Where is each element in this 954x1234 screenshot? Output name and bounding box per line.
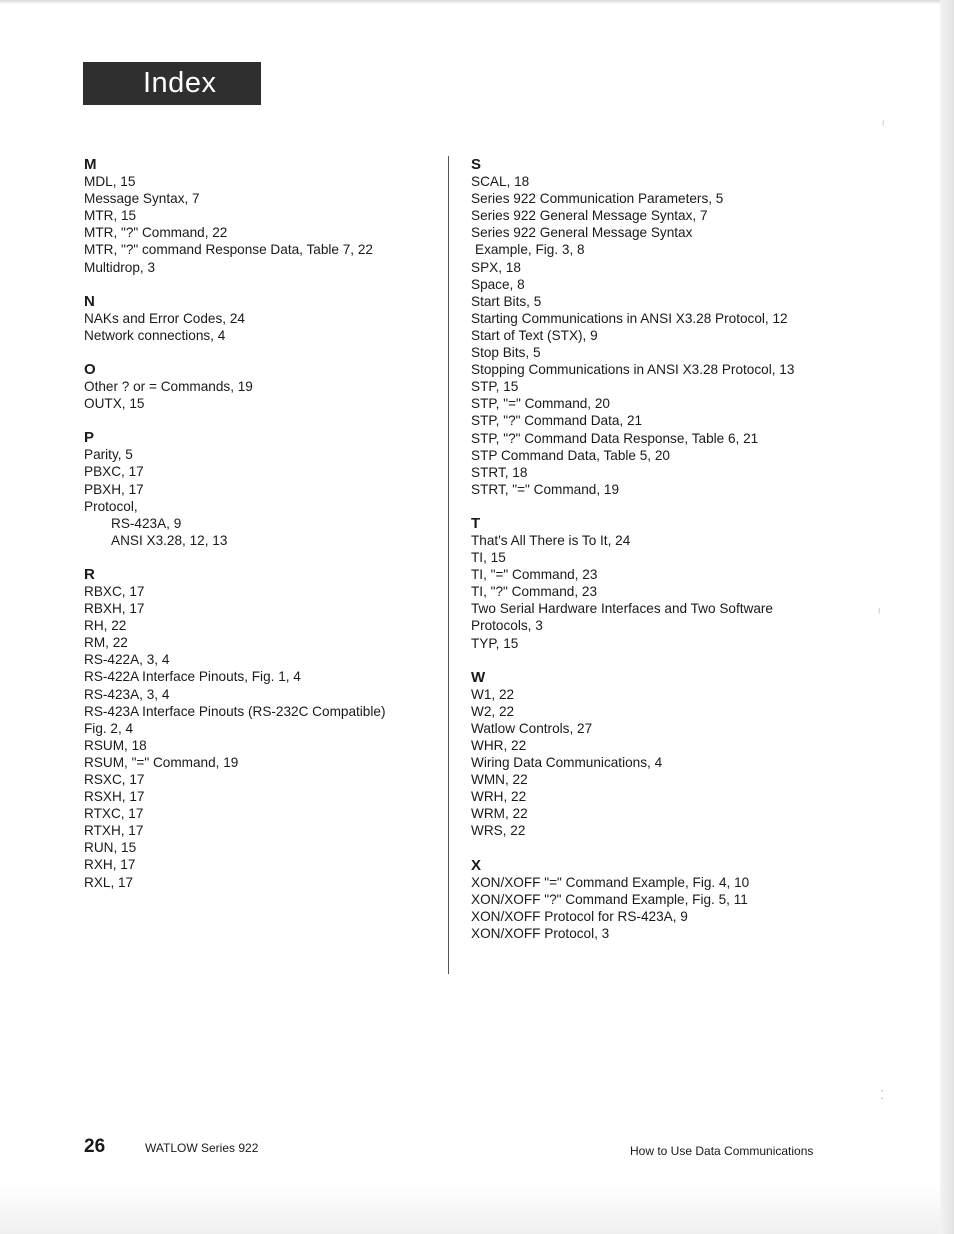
index-entry: RBXC, 17 xyxy=(84,583,145,599)
index-entry: SPX, 18 xyxy=(471,259,521,275)
index-entry: Start of Text (STX), 9 xyxy=(471,327,598,343)
footer-page-number: 26 xyxy=(84,1136,106,1157)
index-entry: TI, "?" Command, 23 xyxy=(471,584,598,600)
index-entry: TYP, 15 xyxy=(471,635,519,651)
column-divider xyxy=(448,156,449,974)
index-entry: PBXC, 17 xyxy=(84,464,144,480)
section-letter: P xyxy=(84,429,95,447)
index-entry: MTR, 15 xyxy=(84,208,137,224)
index-entry: OUTX, 15 xyxy=(84,396,145,412)
index-entry: RSXH, 17 xyxy=(84,789,145,805)
index-entry: PBXH, 17 xyxy=(84,481,144,497)
index-section-o xyxy=(84,361,424,412)
index-entry: WRH, 22 xyxy=(471,789,527,805)
index-entry: Stop Bits, 5 xyxy=(471,345,541,361)
index-entry: RUN, 15 xyxy=(84,840,137,856)
section-letter: W xyxy=(471,668,486,686)
index-entry: Network connections, 4 xyxy=(84,327,226,343)
index-entry: Message Syntax, 7 xyxy=(84,191,200,207)
index-entry: RH, 22 xyxy=(84,618,127,634)
index-entry: Watlow Controls, 27 xyxy=(471,720,593,736)
index-entry: Parity, 5 xyxy=(84,447,133,463)
index-column-left xyxy=(84,156,424,908)
scan-speck: ⁽ xyxy=(878,606,881,620)
index-entry: XON/XOFF "?" Command Example, Fig. 5, 11 xyxy=(471,891,748,907)
section-letter: M xyxy=(84,156,97,173)
index-entry: Series 922 General Message Syntax xyxy=(471,225,693,241)
index-section-m xyxy=(84,156,424,276)
index-entry: RS-423A, 9 xyxy=(111,515,182,531)
index-banner xyxy=(83,62,261,105)
page-edge-bottom xyxy=(0,1184,940,1234)
section-letter: S xyxy=(471,156,482,173)
index-entry: RXH, 17 xyxy=(84,857,136,873)
index-entry: RS-423A Interface Pinouts (RS-232C Compatible) xyxy=(84,703,386,719)
section-letter: T xyxy=(471,514,481,532)
index-section-s xyxy=(471,156,831,498)
index-entry: RSUM, 18 xyxy=(84,737,147,753)
index-entry: RSXC, 17 xyxy=(84,772,145,787)
index-entry: XON/XOFF Protocol for RS-423A, 9 xyxy=(471,908,688,924)
index-entry: RS-423A, 3, 4 xyxy=(84,686,170,702)
index-entry: RTXC, 17 xyxy=(84,806,144,822)
footer-publication: WATLOW Series 922 xyxy=(145,1141,259,1155)
index-entry: RM, 22 xyxy=(84,635,128,651)
index-entry: RXL, 17 xyxy=(84,874,134,890)
index-entry: W2, 22 xyxy=(471,703,515,719)
index-entry: STP, "?" Command Data Response, Table 6, 21 xyxy=(471,430,759,446)
index-entry: STP, "?" Command Data, 21 xyxy=(471,413,643,429)
index-entry: STP Command Data, Table 5, 20 xyxy=(471,447,670,463)
index-entry: WHR, 22 xyxy=(471,738,527,753)
index-entry: Space, 8 xyxy=(471,276,525,292)
index-entry: Starting Communications in ANSI X3.28 Protocol, 12 xyxy=(471,310,788,326)
index-entry: RSUM, "=" Command, 19 xyxy=(84,754,239,770)
index-entry: STRT, "=" Command, 19 xyxy=(471,481,620,497)
index-entry: That's All There is To It, 24 xyxy=(471,532,631,548)
index-entry: MTR, "?" Command, 22 xyxy=(84,225,228,241)
index-entry: RBXH, 17 xyxy=(84,601,145,617)
index-entry: Stopping Communications in ANSI X3.28 Protocol, 13 xyxy=(471,362,795,378)
index-column-right xyxy=(471,156,831,959)
section-letter: R xyxy=(84,565,95,583)
section-letter: X xyxy=(471,856,482,874)
index-entry: NAKs and Error Codes, 24 xyxy=(84,310,245,326)
scan-speck: ⁽ xyxy=(882,118,885,132)
index-entry: STP, "=" Command, 20 xyxy=(471,396,610,412)
page-edge-top xyxy=(0,0,940,4)
scan-speck: ⁚ xyxy=(880,1088,884,1102)
index-entry: XON/XOFF "=" Command Example, Fig. 4, 10 xyxy=(471,874,750,890)
index-entry: Other ? or = Commands, 19 xyxy=(84,379,253,395)
index-section-w xyxy=(471,669,831,840)
index-entry: Protocols, 3 xyxy=(471,618,543,634)
index-entry: STRT, 18 xyxy=(471,464,528,480)
index-entry: Wiring Data Communications, 4 xyxy=(471,755,663,771)
index-entry: Fig. 2, 4 xyxy=(84,720,134,736)
index-entry: Series 922 Communication Parameters, 5 xyxy=(471,191,724,207)
index-entry: Series 922 General Message Syntax, 7 xyxy=(471,208,708,224)
index-entry: W1, 22 xyxy=(471,686,515,702)
index-entry: RS-422A Interface Pinouts, Fig. 1, 4 xyxy=(84,669,301,685)
index-entry: SCAL, 18 xyxy=(471,174,530,190)
index-entry: RTXH, 17 xyxy=(84,823,144,839)
index-entry: Protocol, xyxy=(84,498,138,514)
index-entry: XON/XOFF Protocol, 3 xyxy=(471,925,610,941)
index-section-t xyxy=(471,515,831,652)
index-entry: MTR, "?" command Response Data, Table 7, 22 xyxy=(84,242,373,258)
index-entry: RS-422A, 3, 4 xyxy=(84,652,170,668)
page-title: Index xyxy=(143,67,217,99)
index-entry: MDL, 15 xyxy=(84,174,136,190)
index-entry: Start Bits, 5 xyxy=(471,293,542,309)
section-letter: O xyxy=(84,360,96,378)
index-entry: STP, 15 xyxy=(471,379,519,395)
index-entry: Example, Fig. 3, 8 xyxy=(475,242,585,258)
footer-manual-title: How to Use Data Communications xyxy=(630,1144,814,1158)
index-entry: WMN, 22 xyxy=(471,772,528,788)
index-entry: WRM, 22 xyxy=(471,806,528,822)
index-entry: ANSI X3.28, 12, 13 xyxy=(111,532,228,548)
index-section-x xyxy=(471,857,831,942)
index-entry: TI, 15 xyxy=(471,550,506,566)
index-section-r xyxy=(84,566,424,891)
page-edge-right xyxy=(940,0,954,1234)
index-section-n xyxy=(84,293,424,344)
index-section-p xyxy=(84,429,424,549)
index-entry: Two Serial Hardware Interfaces and Two Software xyxy=(471,601,773,617)
index-entry: Multidrop, 3 xyxy=(84,259,156,275)
index-entry: TI, "=" Command, 23 xyxy=(471,567,598,583)
section-letter: N xyxy=(84,292,95,310)
index-entry: WRS, 22 xyxy=(471,823,526,839)
